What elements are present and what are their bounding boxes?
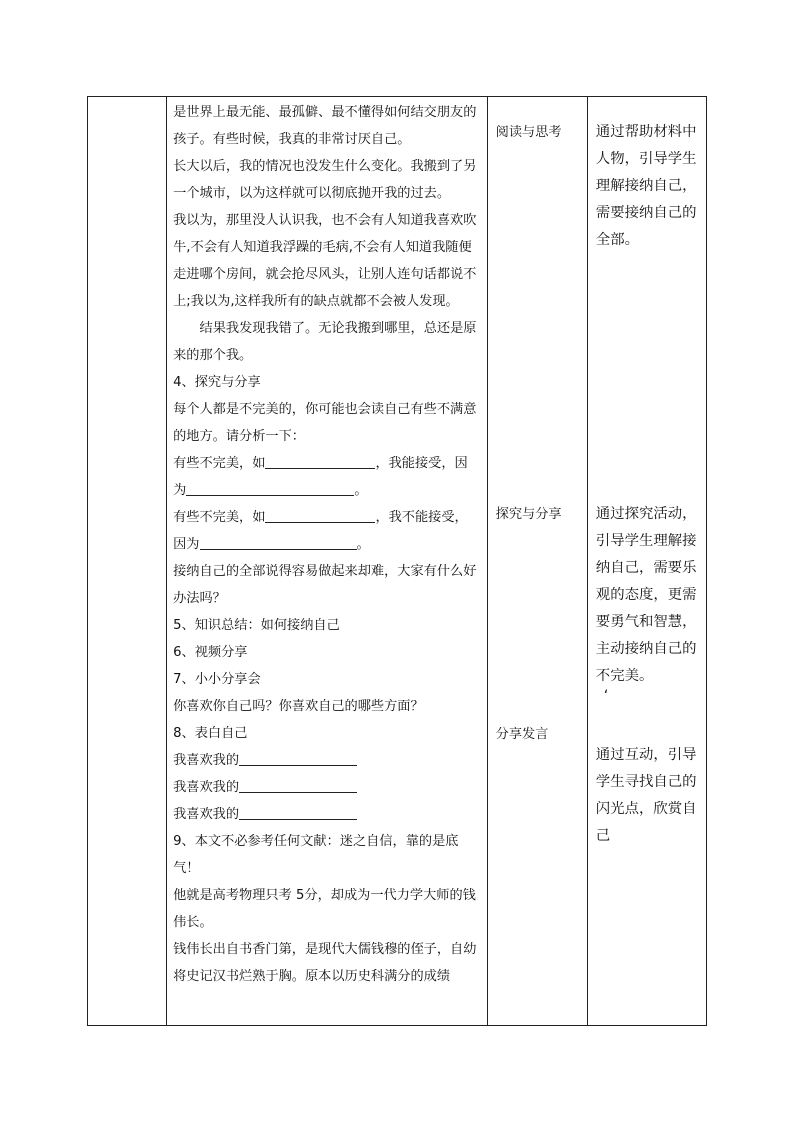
goal-line: 通过互动，引导 (595, 747, 697, 763)
teaching-content-cell (167, 97, 488, 1026)
fill-blank (239, 804, 357, 820)
content-paragraph-1: 是世界上最无能、最孤僻、最不懂得如何结交朋友的孩子。有些时候，我真的非常讨厌自己。 (173, 105, 477, 147)
fill-line-6: 我喜欢我的 (173, 774, 482, 801)
content-paragraph-21: 他就是高考物理只考 5分，却成为一代力学大师的钱伟长。 (173, 888, 476, 930)
fill-blank (186, 480, 354, 496)
activity-label: 阅读与思考 (495, 125, 562, 140)
goal-block-2 (596, 501, 700, 703)
goal-line: ‘ (603, 688, 609, 704)
goal-line: 理解接纳自己， (595, 178, 697, 194)
fill-line-7: 我喜欢我的 (173, 801, 482, 828)
section-heading-6: 6、视频分享 (173, 645, 248, 660)
goal-line: 学生寻找自己的 (595, 774, 697, 790)
content-paragraph-22: 钱伟长出自书香门第，是现代大儒钱穆的侄子，自幼将史记汉书烂熟于胸。原本以历史科满分的成绩 (173, 942, 477, 984)
fill-blank (265, 453, 375, 469)
goal-block-3 (596, 742, 700, 850)
fill-blank (239, 777, 357, 793)
content-paragraph-11: 接纳自己的全部说得容易做起来却难，大家有什么好办法吗？ (173, 564, 477, 606)
section-heading-4: 4、探究与分享 (173, 375, 261, 390)
fill-blank (239, 750, 357, 766)
content-paragraph-4: 结果我发现我错了。无论我搬到哪里，总还是原来的那个我。 (173, 321, 477, 363)
goal-line: 观的态度，更需 (595, 587, 697, 603)
goal-line: 人物，引导学生 (595, 151, 697, 167)
content-paragraph-2: 长大以后，我的情况也没发生什么变化。我搬到了另一个城市，以为这样就可以彻底抛开我的过去。 (173, 159, 477, 201)
goal-line: 引导学生理解接 (595, 533, 697, 549)
section-heading-7: 7、小小分享会 (173, 672, 261, 687)
activity-label: 探究与分享 (495, 507, 562, 522)
goal-line: 全部。 (595, 232, 639, 248)
fill-line-1: 有些不完美，如 ，我能接受，因 (173, 450, 482, 477)
goal-line: 需要接纳自己的 (595, 205, 697, 221)
empty-cell (88, 97, 167, 1026)
goal-line: 通过帮助材料中 (595, 124, 697, 140)
content-paragraph-3: 我以为，那里没人认识我，也不会有人知道我喜欢吹牛,不会有人知道我浮躁的毛病,不会有人知道我随便走进哪个房间，就会抢尽风头，让别人连句话都说不上;我以为,这样我所有的缺点就都不会被人发现。 (173, 213, 477, 309)
fill-line-5: 我喜欢我的 (173, 747, 482, 774)
goal-line: 己 (595, 828, 611, 844)
fill-blank (200, 534, 357, 550)
section-heading-8: 8、表白自己 (173, 726, 248, 741)
fill-line-4: 因为 。 (173, 531, 482, 558)
content-paragraph-6: 每个人都是不完美的，你可能也会读自己有些不满意的地方。请分析一下： (173, 402, 477, 444)
fill-line-2: 为 。 (173, 477, 482, 504)
activity-cell (487, 97, 587, 1026)
goal-line: 要勇气和智慧， (595, 614, 697, 630)
goal-line: 闪光点，欣赏自 (595, 801, 697, 817)
content-paragraph-15: 你喜欢你自己吗？你喜欢自己的哪些方面？ (173, 699, 424, 714)
goal-block-1 (596, 119, 700, 254)
goal-line: 不完美。 (595, 668, 654, 684)
section-heading-9: 9、本文不必参考任何文献：迷之自信，靠的是底气！ (173, 834, 459, 876)
goal-line: 主动接纳自己的 (595, 641, 697, 657)
activity-label: 分享发言 (495, 727, 549, 742)
lesson-plan-table (87, 96, 707, 1026)
goal-line: 纳自己，需要乐 (595, 560, 697, 576)
fill-line-3: 有些不完美，如 ，我不能接受， (173, 504, 482, 531)
section-heading-5: 5、知识总结：如何接纳自己 (173, 618, 340, 633)
goal-line: 通过探究活动， (595, 506, 697, 522)
goal-cell (587, 97, 706, 1026)
fill-blank (265, 507, 375, 523)
